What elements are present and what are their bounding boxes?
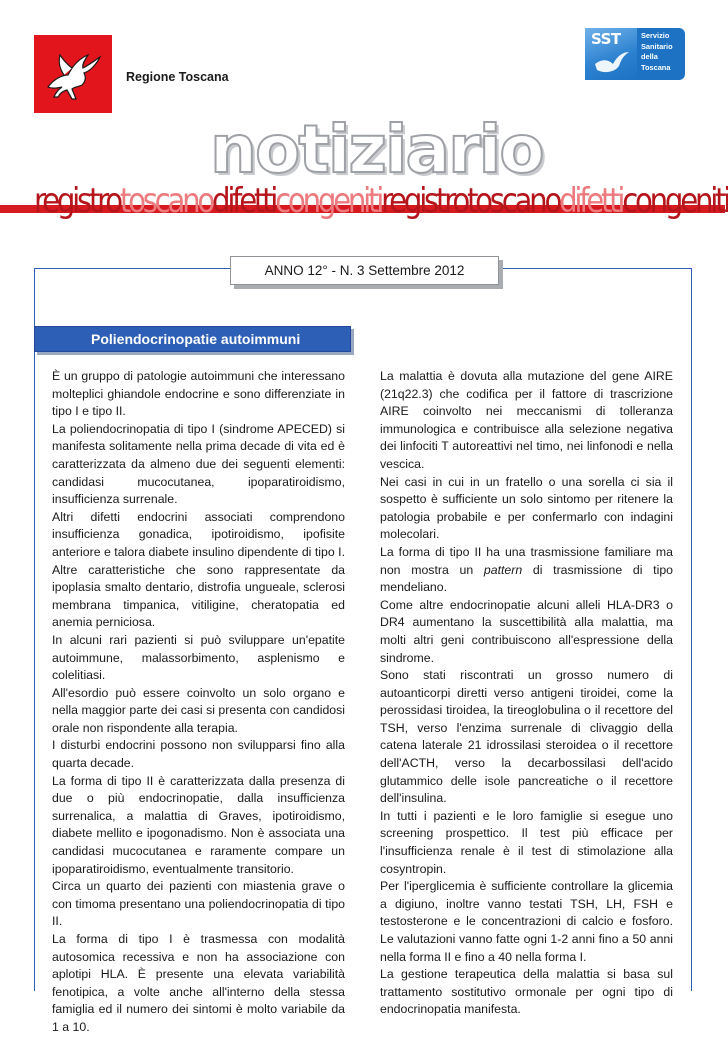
article-paragraph: È un gruppo di patologie autoimmuni che interessano molteplici ghiandole endocrine e sono differenziate in tipo I e tipo II. (52, 369, 345, 419)
article-paragraph: Sono stati riscontrati un grosso numero di autoanticorpi diretti verso antigeni tiroidei, come la perossidasi tiroidea, la tireoglobulina o il recettore del TSH, verso l'enzima surrenale di clivaggio della catena laterale 21 idrossilasi steroidea o il recettore dell'ACTH, verso la decarbossilasi dell'acido glutammico delle isole pancreatiche o il recettore dell'insulina. (380, 668, 673, 806)
tagline-word: difetti (212, 181, 276, 221)
article-paragraph: In alcuni rari pazienti si può sviluppare un'epatite autoimmune, malassorbimento, asplenismo e colelitiasi. (52, 632, 345, 683)
regione-toscana-logo (34, 35, 112, 113)
sst-line: Servizio (641, 31, 670, 40)
article-paragraph: La poliendocrinopatia di tipo I (sindrome APECED) si manifesta solitamente nella prima decade di vita ed è caratterizzata da almeno due dei seguenti elementi: candidasi mucocutanea, ipoparatiroidismo, insufficienza surrenale. (52, 421, 345, 507)
issue-label: ANNO 12° - N. 3 Settembre 2012 (264, 263, 465, 278)
sst-mark (585, 28, 637, 80)
article-paragraph: Altri difetti endocrini associati comprendono insufficienza gonadica, ipotiroidismo, ipofisite anteriore e talora diabete insulino dipendente di tipo I. Altre caratteristiche che sono rappresentate da ipoplasia smalto dentario, distrofia ungueale, sclerosi membrana timpanica, vitiligine, cheratopatia ed anemia perniciosa. (52, 509, 345, 630)
region-name: Regione Toscana (126, 70, 229, 84)
article-paragraph: La forma di tipo II ha una trasmissione familiare ma non mostra un pattern di trasmissione di tipo mendeliano. (380, 544, 673, 595)
tagline-word: registro (381, 181, 467, 221)
article-paragraph: Circa un quarto dei pazienti con miastenia grave o con timoma presentano una poliendocrinopatia di tipo II. (52, 879, 345, 929)
article-paragraph: Nei casi in cui in un fratello o una sorella ci sia il sospetto è sufficiente un solo sintomo per ritenere la patologia probabile e per confermarlo con indagini molecolari. (380, 474, 673, 542)
bird-icon (593, 46, 631, 76)
article-paragraph: La gestione terapeutica della malattia si basa sul trattamento sostitutivo ormonale per ogni tipo di endocrinopatia manifesta. (380, 967, 673, 1017)
sst-logo (585, 28, 685, 80)
masthead-title: notiziario (210, 111, 543, 188)
tagline-word: toscano (119, 181, 213, 221)
masthead-tagline (34, 181, 728, 227)
issue-label-box (230, 256, 499, 285)
sst-text (641, 31, 683, 73)
article-paragraph: La forma di tipo I è trasmessa con modalità autosomica recessiva e non ha associazione con aplotipi HLA. È presente una elevata variabilità fenotipica, a volte anche all'interno della stessa famiglia ed il numero dei sintomi è molto variabile da 1 a 10. (52, 932, 345, 1034)
sst-mark-text: SST (591, 30, 621, 48)
article-paragraph: La forma di tipo II è caratterizzata dalla presenza di due o più endocrinopatie, dalla insufficienza surrenalica, a malattia di Graves, ipotiroidismo, diabete mellito e ipogonadismo. Non è associata una candidasi mucocutanea e raramente compare un ipoparatiroidismo, eventualmente transitorio. (52, 773, 345, 876)
pegasus-icon (34, 35, 112, 113)
tagline-word: registro (34, 181, 120, 221)
article-title-box (34, 326, 351, 352)
article-paragraph: Per l'iperglicemia è sufficiente controllare la glicemia a digiuno, inoltre vanno testati TSH, LH, FSH e testosterone e le concentrazioni di calcio e fosforo. Le valutazioni vanno fatte ogni 1-2 anni fino a 50 anni nella forma II e fino a 40 nella forma I. (380, 879, 673, 964)
article-column-left (52, 368, 345, 1037)
article-paragraph: All'esordio può essere coinvolto un solo organo e nella maggior parte dei casi si presenta con candidosi orale non rispondente alla terapia. (52, 685, 345, 735)
tagline-word: toscano (466, 181, 560, 221)
sst-line: della (641, 52, 658, 62)
article-column-right (380, 368, 673, 1019)
tagline-word: congeniti (622, 181, 728, 221)
article-paragraph: Come altre endocrinopatie alcuni alleli HLA-DR3 o DR4 aumentano la suscettibilità alla malattia, ma molti altri geni contribuiscono all'espressione della sindrome. (380, 597, 673, 665)
article-paragraph: In tutti i pazienti e le loro famiglie si esegue uno screening prospettico. Il test più efficace per l'insufficienza renale è il test di stimolazione alla cosyntropin. (380, 808, 673, 876)
article-title: Poliendocrinopatie autoimmuni (91, 331, 301, 347)
sst-line: Sanitario (641, 41, 673, 51)
tagline-word: difetti (559, 181, 623, 221)
article-paragraph: La malattia è dovuta alla mutazione del gene AIRE (21q22.3) che codifica per il fattore di trascrizione AIRE coinvolto nei meccanismi di tolleranza immunologica e contribuisce alla selezione negativa dei linfociti T autoreattivi nel timo, nei linfonodi e nella vescica. (380, 369, 673, 471)
tagline-word: congeniti (275, 181, 382, 221)
sst-line: Toscana (641, 62, 671, 72)
article-paragraph: I disturbi endocrini possono non svilupparsi fino alla quarta decade. (52, 738, 345, 771)
